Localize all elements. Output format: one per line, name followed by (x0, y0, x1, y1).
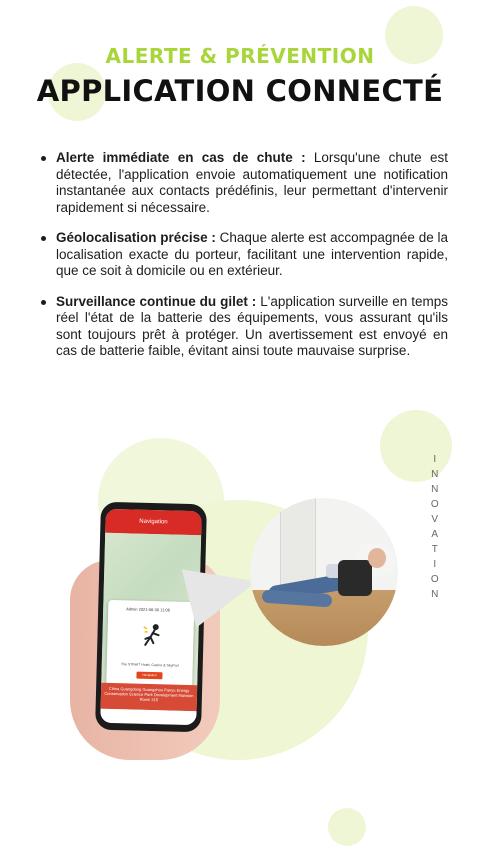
popup-header: Admin 2021-06-30 11:08 (126, 606, 170, 613)
head (368, 548, 386, 568)
list-item (40, 150, 448, 216)
feature-list (40, 150, 448, 374)
navigate-button[interactable]: Navigation (136, 672, 162, 680)
app-nav-bar: Navigation (105, 509, 202, 536)
list-item (40, 294, 448, 360)
address-bar: China Guangdong Guangzhou Panyu Energy Conservation Science Park Development Mansion Room 315 (101, 683, 198, 712)
popup-location: The STRAIT Hotel, Casino & SkyPod (120, 662, 179, 668)
vest (338, 560, 372, 596)
innovation-vertical-label: I N N O V A T I O N (430, 454, 442, 600)
bullet-icon (41, 156, 46, 161)
bullet-icon (41, 236, 46, 241)
map-view (101, 533, 201, 685)
feature-text: L'application surveille en temps réel l'état de la batterie des équipements, vous assurant qu'ils sont toujours prêt à protéger. Un avertissement est envoyé en cas de batterie faible, évitant ainsi toute mauvaise surprise. (56, 293, 448, 358)
page-title: APPLICATION CONNECTÉ (36, 74, 444, 108)
fallen-elderly-photo (250, 498, 398, 646)
feature-title: Alerte immédiate en cas de chute : (56, 150, 314, 165)
feature-title: Surveillance continue du gilet : (56, 293, 261, 309)
smartphone-mockup (95, 502, 207, 733)
feature-text: Lorsqu'une chute est détectée, l'application envoie automatiquement une notification instantanée aux contacts prédéfinis, leur permettant d'intervenir rapidement si nécessaire. (56, 150, 448, 215)
phone-screen (100, 509, 202, 725)
decor-circle (328, 808, 366, 846)
fall-person-icon (141, 623, 164, 654)
door (280, 498, 316, 592)
bullet-icon (41, 300, 46, 305)
app-tab-bar (100, 709, 196, 726)
fall-alert-popup (106, 600, 194, 688)
feature-text: Chaque alerte est accompagnée de la localisation exacte du porteur, facilitant une intervention rapide, que ce soit à domicile ou en extérieur. (56, 230, 449, 278)
list-item (40, 230, 448, 280)
feature-title: Géolocalisation précise : (56, 230, 220, 245)
section-kicker: ALERTE & PRÉVENTION (105, 44, 375, 68)
